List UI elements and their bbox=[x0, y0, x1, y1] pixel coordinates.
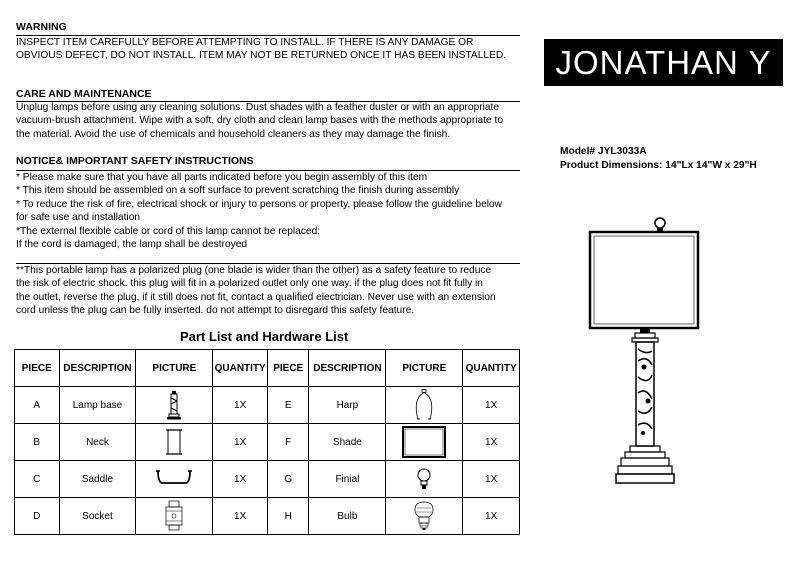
product-dimensions: Product Dimensions: 14"Lx 14"W x 29"H bbox=[560, 160, 757, 171]
care-line: vacuum-brush attachment. Wipe with a soft, dry cloth and clean lamp bases with the methods appropriate to bbox=[16, 115, 503, 127]
care-title: CARE AND MAINTENANCE bbox=[16, 88, 152, 100]
care-line: the material. Avoid the use of chemicals and household cleaners as they may damage the finish. bbox=[16, 128, 451, 140]
description-cell: Bulb bbox=[309, 498, 386, 535]
description-cell: Neck bbox=[59, 424, 136, 461]
header-description: DESCRIPTION bbox=[59, 350, 136, 387]
parts-table bbox=[14, 349, 520, 535]
piece-cell: E bbox=[267, 387, 308, 424]
quantity-cell: 1X bbox=[463, 498, 520, 535]
table-header-row bbox=[15, 350, 520, 387]
header-picture: PICTURE bbox=[386, 350, 463, 387]
header-picture: PICTURE bbox=[136, 350, 213, 387]
table-row bbox=[15, 461, 520, 498]
piece-cell: G bbox=[267, 461, 308, 498]
quantity-cell: 1X bbox=[213, 498, 268, 535]
description-cell: Lamp base bbox=[59, 387, 136, 424]
picture-cell bbox=[136, 461, 213, 498]
warning-text bbox=[16, 36, 526, 63]
plug-line: **This portable lamp has a polarized plug (one blade is wider than the other) as a safety feature to reduce bbox=[16, 265, 492, 276]
plug-line: the risk of electric shock. this plug will fit in a polarized outlet only one way. if the plug does not fit fully in bbox=[16, 278, 483, 290]
warning-line: INSPECT ITEM CAREFULLY BEFORE ATTEMPTING TO INSTALL. IF THERE IS ANY DAMAGE OR bbox=[16, 37, 474, 48]
piece-cell: D bbox=[15, 498, 60, 535]
notice-line: * This item should be assembled on a soft surface to prevent scratching the finish during assembly bbox=[16, 185, 460, 197]
header-quantity: QUANTITY bbox=[213, 350, 268, 387]
care-line: Unplug lamps before using any cleaning solutions. Dust shades with a feather duster or with an appropriate bbox=[16, 102, 500, 113]
neck-icon bbox=[165, 427, 183, 457]
socket-icon bbox=[162, 500, 186, 532]
brand-logo: JONATHAN Y bbox=[544, 39, 783, 86]
picture-cell bbox=[386, 461, 463, 498]
plug-line: cord unless the plug can be fully inserted. do not attempt to disregard this safety feature. bbox=[16, 305, 415, 317]
table-row bbox=[15, 424, 520, 461]
notice-line: for safe use and installation bbox=[16, 212, 141, 224]
piece-cell: A bbox=[15, 387, 60, 424]
lamp-base-icon bbox=[166, 390, 182, 420]
quantity-cell: 1X bbox=[463, 461, 520, 498]
harp-icon bbox=[413, 389, 435, 421]
quantity-cell: 1X bbox=[213, 461, 268, 498]
quantity-cell: 1X bbox=[213, 424, 268, 461]
warning-title: WARNING bbox=[16, 21, 67, 33]
table-row bbox=[15, 387, 520, 424]
notice-line: *The external flexible cable or cord of this lamp cannot be replaced; bbox=[16, 225, 321, 237]
description-cell: Shade bbox=[309, 424, 386, 461]
quantity-cell: 1X bbox=[463, 424, 520, 461]
header-quantity: QUANTITY bbox=[463, 350, 520, 387]
care-text bbox=[16, 101, 526, 141]
bulb-icon bbox=[411, 500, 437, 532]
part-list-title: Part List and Hardware List bbox=[180, 329, 349, 344]
picture-cell bbox=[136, 387, 213, 424]
plug-line: the outlet, reverse the plug, if it still does not fit, contact a qualified electrician. Never use with an extension bbox=[16, 291, 496, 303]
notice-line: * To reduce the risk of fire, electrical shock or injury to persons or property, please follow the guideline below bbox=[16, 198, 503, 210]
shade-icon bbox=[402, 426, 446, 458]
warning-line: OBVIOUS DEFECT, DO NOT INSTALL. ITEM MAY NOT BE RETURNED ONCE IT HAS BEEN INSTALLED. bbox=[16, 50, 507, 62]
finial-icon bbox=[416, 467, 432, 491]
picture-cell bbox=[136, 498, 213, 535]
picture-cell bbox=[136, 424, 213, 461]
description-cell: Finial bbox=[309, 461, 386, 498]
header-piece: PIECE bbox=[267, 350, 308, 387]
description-cell: Saddle bbox=[59, 461, 136, 498]
header-piece: PIECE bbox=[15, 350, 60, 387]
notice-line: If the cord is damaged, the lamp shall be destroyed bbox=[16, 239, 248, 251]
plug-text bbox=[16, 264, 526, 318]
description-cell: Harp bbox=[309, 387, 386, 424]
saddle-icon bbox=[155, 466, 193, 492]
piece-cell: B bbox=[15, 424, 60, 461]
notice-text bbox=[16, 171, 526, 251]
notice-title: NOTICE& IMPORTANT SAFETY INSTRUCTIONS bbox=[16, 155, 254, 167]
notice-line: * Please make sure that you have all parts indicated before you begin assembly of this item bbox=[16, 172, 428, 183]
description-cell: Socket bbox=[59, 498, 136, 535]
picture-cell bbox=[386, 387, 463, 424]
piece-cell: H bbox=[267, 498, 308, 535]
header-description: DESCRIPTION bbox=[309, 350, 386, 387]
table-row bbox=[15, 498, 520, 535]
piece-cell: C bbox=[15, 461, 60, 498]
picture-cell bbox=[386, 498, 463, 535]
quantity-cell: 1X bbox=[213, 387, 268, 424]
lamp-illustration-icon bbox=[588, 215, 700, 487]
model-number: Model# JYL3033A bbox=[560, 146, 647, 157]
picture-cell bbox=[386, 424, 463, 461]
piece-cell: F bbox=[267, 424, 308, 461]
quantity-cell: 1X bbox=[463, 387, 520, 424]
